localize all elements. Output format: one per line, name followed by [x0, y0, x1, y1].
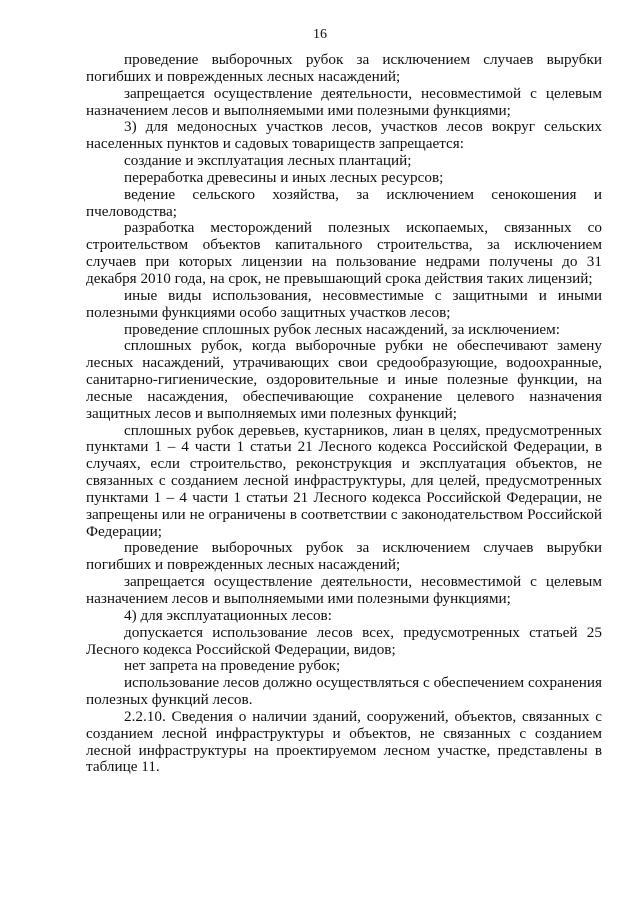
paragraph: запрещается осуществление деятельности, несовместимой с целевым назначением лесов и выполняемыми ими полезными функциями;: [86, 573, 602, 607]
paragraph: сплошных рубок деревьев, кустарников, лиан в целях, предусмотренных пунктами 1 – 4 части 1 статьи 21 Лесного кодекса Российской Федерации, в случаях, если строительство, реконструкция и эксплуатация объектов, не связанных с созданием лесной инфраструктуры, для целей, предусмотренных пунктами 1 – 4 части 1 статьи 21 Лесного кодекса Российской Федерации, не запрещены или не ограничены в соответствии с законодательством Российской Федерации;: [86, 421, 602, 540]
paragraph: проведение сплошных рубок лесных насаждений, за исключением:: [124, 320, 560, 338]
page-number: 16: [313, 27, 327, 42]
paragraph: 4) для эксплуатационных лесов:: [124, 606, 332, 624]
paragraph: запрещается осуществление деятельности, несовместимой с целевым назначением лесов и выполняемыми ими полезными функциями;: [86, 84, 602, 119]
paragraph: переработка древесины и иных лесных ресурсов;: [124, 168, 444, 186]
document-body: [86, 52, 602, 776]
paragraph: 2.2.10. Сведения о наличии зданий, сооружений, объектов, связанных с созданием лесной инфраструктуры и объектов, не связанных с созданием лесной инфраструктуры на проектируемом лесном участке, представлены в таблице 11.: [86, 707, 602, 776]
paragraph: ведение сельского хозяйства, за исключением сенокошения и пчеловодства;: [86, 185, 602, 220]
paragraph: 3) для медоносных участков лесов, участков лесов вокруг сельских населенных пунктов и садовых товариществ запрещается:: [86, 118, 602, 153]
paragraph: использование лесов должно осуществляться с обеспечением сохранения полезных функций лесов.: [86, 674, 602, 709]
paragraph: проведение выборочных рубок за исключением случаев вырубки погибших и поврежденных лесных насаждений;: [86, 539, 602, 574]
paragraph: иные виды использования, несовместимые с защитными и иными полезными функциями особо защитных участков лесов;: [86, 286, 602, 321]
paragraph: разработка месторождений полезных ископаемых, связанных со строительством объектов капитального строительства, за исключением случаев при которых лицензии на пользование недрами получены до 31 декабря 2010 года, на срок, не превышающий срока действия таких лицензий;: [86, 219, 602, 287]
paragraph: нет запрета на проведение рубок;: [124, 657, 341, 675]
paragraph: допускается использование лесов всех, предусмотренных статьей 25 Лесного кодекса Российской Федерации, видов;: [86, 623, 602, 658]
paragraph: сплошных рубок, когда выборочные рубки не обеспечивают замену лесных насаждений, утрачивающих свои средообразующие, водоохранные, санитарно-гигиенические, оздоровительные и иные полезные функции, на лесные насаждения, обеспечивающие сохранение целевого назначения защитных лесов и выполняемых ими полезных функций;: [86, 337, 602, 422]
paragraph: создание и эксплуатация лесных плантаций;: [124, 152, 412, 170]
paragraph: проведение выборочных рубок за исключением случаев вырубки погибших и поврежденных лесных насаждений;: [86, 51, 602, 85]
